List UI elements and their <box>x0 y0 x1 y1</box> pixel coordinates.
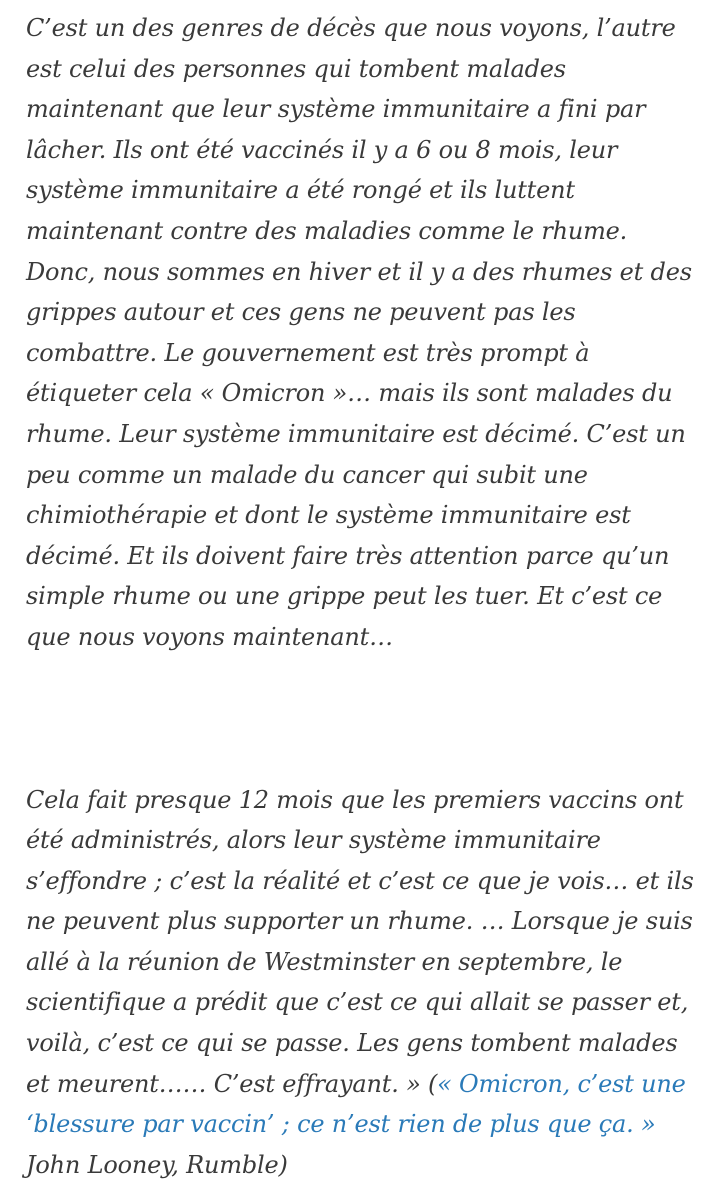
quote-paragraph-2-text: Cela fait presque 12 mois que les premiers vaccins ont été administrés, alors leur système immunitaire s’effondre ; c’est la réalité et c’est ce que je vois… et ils ne peuvent plus supporter un rhume. … Lorsque je suis allé à la réunion de Westminster en septembre, le scientifique a prédit que c’est ce qui allait se passer et, voilà, c’est ce qui se passe. Les gens tombent malades et meurent…… C’est effrayant. » <box>26 786 694 1098</box>
source-link[interactable]: « Omicron, c’est une ‘blessure par vaccin’ ; ce n’est rien de plus que ça. » <box>26 1070 686 1139</box>
quote-paragraph-1: C’est un des genres de décès que nous voyons, l’autre est celui des personnes qui tombent malades maintenant que leur système immunitaire a fini par lâcher. Ils ont été vaccinés il y a 6 ou 8 mois, leur système immunitaire a été rongé et ils luttent maintenant contre des maladies comme le rhume. Donc, nous sommes en hiver et il y a des rhumes et des grippes autour et ces gens ne peuvent pas les combattre. Le gouvernement est très prompt à étiqueter cela « Omicron »… mais ils sont malades du rhume. Leur système immunitaire est décimé. C’est un peu comme un malade du cancer qui subit une chimiothérapie et dont le système immunitaire est décimé. Et ils doivent faire très attention parce qu’un simple rhume ou une grippe peut les tuer. Et c’est ce que nous voyons maintenant… <box>26 8 699 658</box>
source-attribution: John Looney, Rumble) <box>26 1151 288 1179</box>
source-open: ( <box>421 1070 438 1098</box>
quote-paragraph-2 <box>26 780 699 1185</box>
